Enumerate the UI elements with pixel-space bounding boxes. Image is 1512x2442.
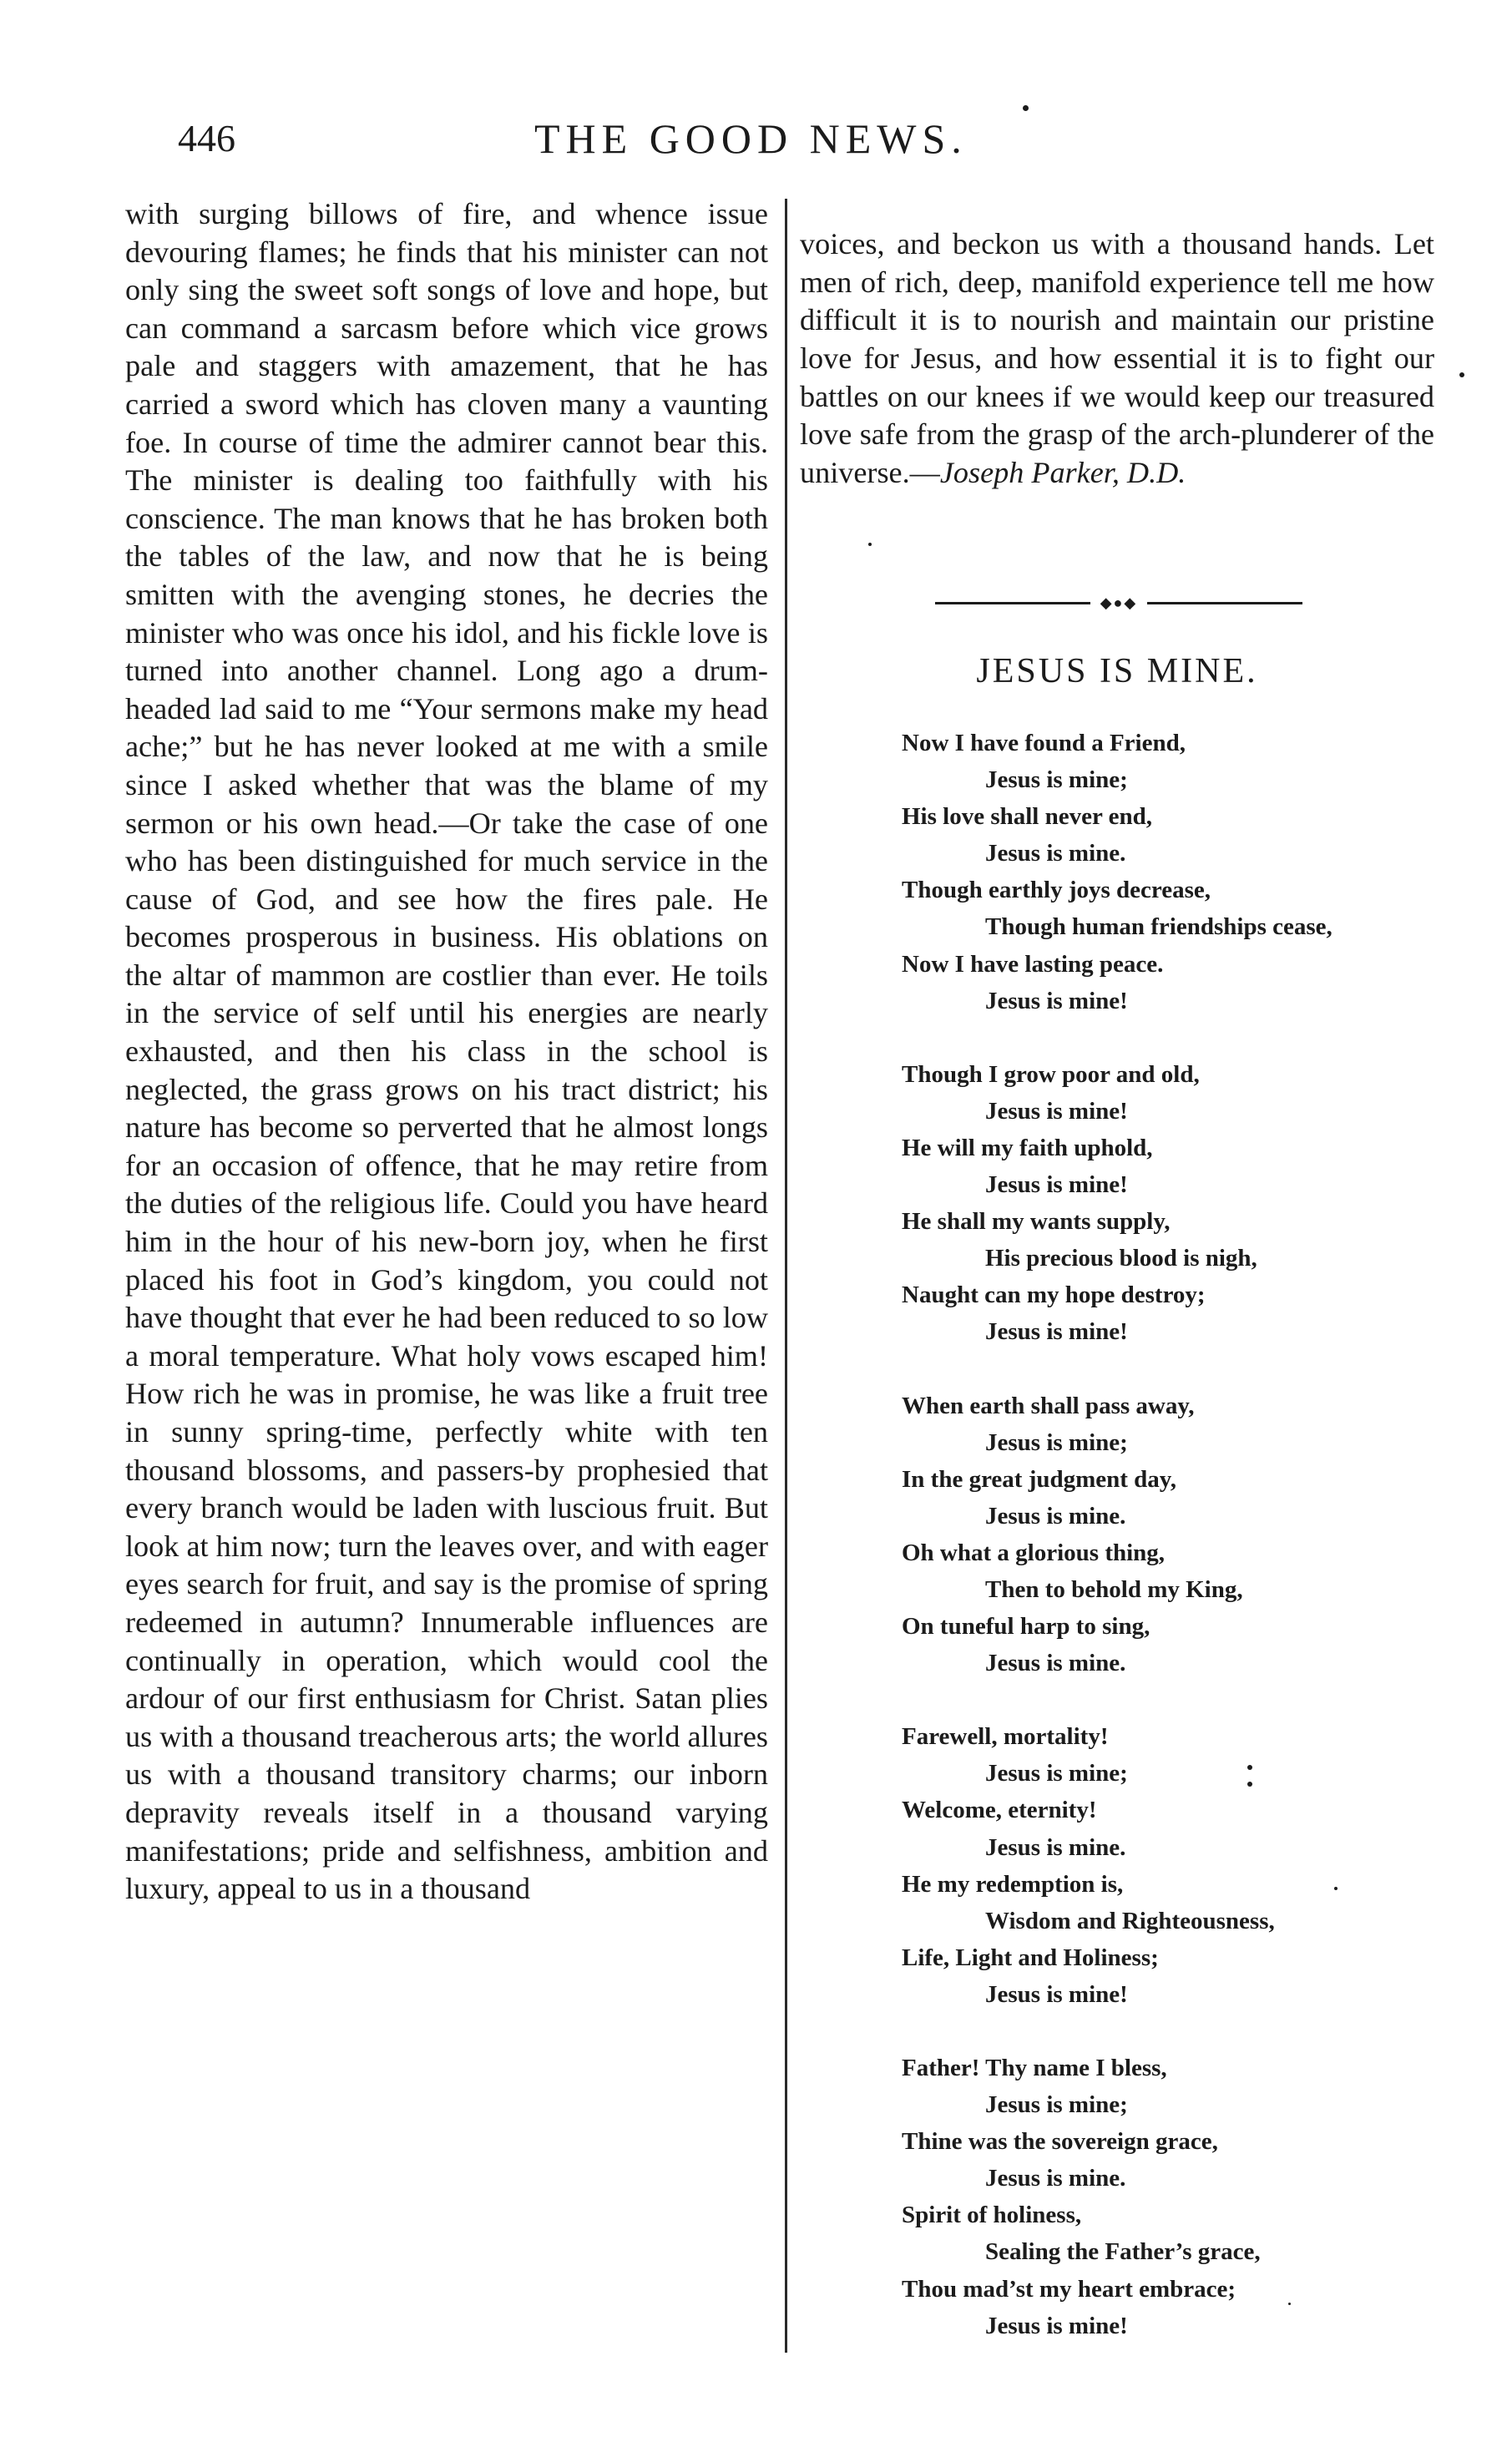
poem-line: Father! Thy name I bless,	[902, 2055, 1167, 2081]
poem-line: He my redemption is,	[902, 1870, 1124, 1898]
poem-line: When earth shall pass away,	[902, 1392, 1195, 1419]
divider-line-right	[1147, 602, 1302, 604]
poem-line: Farewell, mortality!	[902, 1723, 1109, 1751]
margin-speck	[1247, 1782, 1252, 1787]
poem-line: Now I have lasting peace.	[902, 950, 1164, 978]
divider-line-left	[935, 602, 1090, 604]
poem-line: Though I grow poor and old,	[902, 1060, 1200, 1088]
poem-line: He will my faith uphold,	[902, 1134, 1153, 1161]
poem-line: His love shall never end,	[902, 803, 1152, 831]
poem-line: On tuneful harp to sing,	[902, 1613, 1150, 1641]
margin-speck	[1247, 1765, 1252, 1770]
poem-refrain-line: Jesus is mine;	[985, 766, 1128, 794]
margin-speck	[868, 543, 872, 546]
poem-refrain-line: Jesus is mine;	[985, 1760, 1128, 1787]
right-column-prose	[800, 195, 1434, 523]
divider-ornament: ◆●◆	[1100, 594, 1138, 611]
poem-refrain-line: Jesus is mine;	[985, 1428, 1128, 1456]
poem-refrain-line: Jesus is mine.	[985, 2165, 1126, 2192]
poem-refrain-line: Jesus is mine.	[985, 1502, 1126, 1529]
poem-refrain-line: Jesus is mine!	[985, 1171, 1128, 1199]
poem-stanza	[902, 725, 1436, 1019]
poem-line: Though earthly joys decrease,	[902, 877, 1211, 904]
poem-refrain-line: Jesus is mine!	[985, 987, 1128, 1014]
poem-refrain-line: Wisdom and Righteousness,	[985, 1907, 1275, 1934]
poem-refrain-line: Jesus is mine.	[985, 1650, 1126, 1677]
poem-stanza	[902, 2050, 1436, 2344]
poem-line: Thou mad’st my heart embrace;	[902, 2275, 1236, 2303]
poem-refrain-line: Jesus is mine!	[985, 2312, 1128, 2339]
poem-refrain-line: Jesus is mine.	[985, 840, 1126, 867]
poem-refrain-line: Sealing the Father’s grace,	[985, 2238, 1261, 2266]
poem	[902, 725, 1436, 2381]
section-divider	[935, 594, 1302, 611]
poem-refrain-line: Jesus is mine.	[985, 1833, 1126, 1861]
poem-stanza	[902, 1056, 1436, 1351]
column-rule	[785, 199, 787, 2353]
poem-line: Thine was the sovereign grace,	[902, 2128, 1218, 2156]
margin-speck	[1288, 2303, 1291, 2305]
poem-refrain-line: His precious blood is nigh,	[985, 1245, 1257, 1272]
poem-title: JESUS IS MINE.	[976, 652, 1258, 690]
margin-speck	[1334, 1887, 1338, 1890]
poem-refrain-line: Jesus is mine!	[985, 1318, 1128, 1346]
poem-line: Now I have found a Friend,	[902, 730, 1186, 756]
attribution: Joseph Parker, D.D.	[939, 455, 1186, 489]
poem-line: Life, Light and Holiness;	[902, 1944, 1159, 1971]
right-prose-text: voices, and beckon us with a thousand hands. Let men of rich, deep, manifold experience tell me how difficult it is to nourish and maintain our pristine love for Jesus, and how essential it is to fight our battles on our knees if we would keep our treasured love safe from the grasp of the arch-plunderer of the universe.—	[800, 227, 1434, 489]
running-title: THE GOOD NEWS.	[534, 115, 968, 162]
poem-refrain-line: Though human friendships cease,	[985, 913, 1332, 941]
poem-refrain-line: Jesus is mine;	[985, 2091, 1128, 2119]
margin-speck	[1459, 372, 1464, 377]
poem-refrain-line: Then to behold my King,	[985, 1575, 1243, 1603]
left-column	[125, 195, 768, 1909]
poem-line: Oh what a glorious thing,	[902, 1539, 1166, 1566]
header-speck	[1023, 105, 1029, 111]
poem-refrain-line: Jesus is mine!	[985, 1097, 1128, 1125]
right-prose-paragraph	[800, 225, 1434, 492]
poem-line: Spirit of holiness,	[902, 2202, 1082, 2229]
poem-line: He shall my wants supply,	[902, 1208, 1171, 1236]
poem-stanza	[902, 1718, 1436, 2013]
poem-line: In the great judgment day,	[902, 1465, 1176, 1493]
page-number: 446	[178, 117, 235, 159]
poem-line: Welcome, eternity!	[902, 1797, 1097, 1824]
poem-stanza	[902, 1388, 1436, 1682]
poem-line: Naught can my hope destroy;	[902, 1282, 1206, 1309]
left-column-text: with surging billows of fire, and whence issue devouring flames; he finds that his minister can not only sing the sweet soft songs of love and hope, but can command a sarcasm before which vice grows pale and staggers with amazement, that he has carried a sword which has cloven many a vaunting foe. In course of time the admirer cannot bear this. The minister is dealing too faithfully with his conscience. The man knows that he has broken both the tables of the law, and now that he is being smitten with the avenging stones, he decries the minister who was once his idol, and his fickle love is turned into another channel. Long ago a drum-headed lad said to me “Your sermons make my head ache;” but he has never looked at me with a smile since I asked whether that was the blame of my sermon or his own head.—Or take the case of one who has been distinguished for much service in the cause of God, and see how the fires pale. He becomes prosperous in business. His oblations on the altar of mammon are costlier than ever. He toils in the service of self until his energies are nearly exhausted, and then his class in the school is neglected, the grass grows on his tract district; his nature has become so perverted that he almost longs for an occasion of offence, that he may retire from the duties of the religious life. Could you have heard him in the hour of his new-born joy, when he first placed his foot in God’s kingdom, you could not have thought that ever he had been reduced to so low a moral temperature. What holy vows escaped him! How rich he was in promise, he was like a fruit tree in sunny spring-time, perfectly white with ten thousand blossoms, and passers-by prophesied that every branch would be laden with luscious fruit. But look at him now; turn the leaves over, and with eager eyes search for fruit, and say is the promise of spring redeemed in autumn? Innumerable influences are continually in operation, which would cool the ardour of our first enthusiasm for Christ. Satan plies us with a thousand treacherous arts; the world allures us with a thousand transitory charms; our inborn depravity reveals itself in a thousand varying manifestations; pride and selfishness, ambition and luxury, appeal to us in a thousand	[125, 197, 768, 1906]
poem-refrain-line: Jesus is mine!	[985, 1980, 1128, 2008]
